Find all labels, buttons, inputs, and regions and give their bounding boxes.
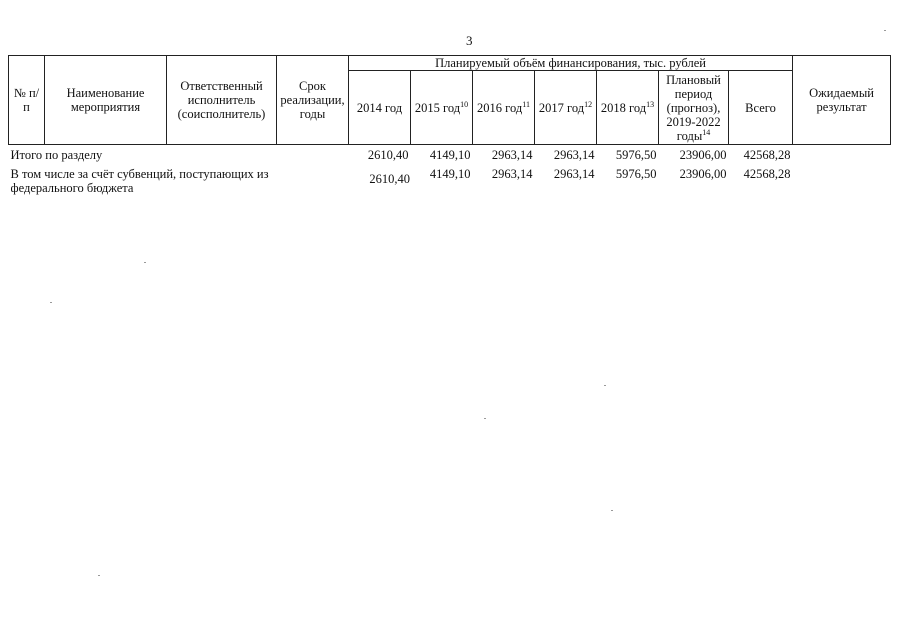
cell-value: 42568,28 — [743, 166, 791, 181]
cell-value: 23906,00 — [679, 148, 727, 162]
header-result: Ожидаемый результат — [793, 56, 891, 145]
cell-value: 5976,50 — [615, 166, 657, 181]
header-executor: Ответственный исполнитель (соисполнитель) — [167, 56, 277, 145]
header-total: Всего — [729, 71, 793, 145]
cell-value: 2963,14 — [491, 166, 533, 181]
scan-speck — [484, 418, 486, 419]
cell-value: 4149,10 — [429, 166, 471, 181]
cell-value: 2963,14 — [553, 166, 595, 181]
page-number: 3 — [466, 33, 473, 48]
cell-value: 4149,10 — [429, 148, 471, 162]
scan-speck — [611, 510, 613, 511]
header-name: Наименование мероприятия — [45, 56, 167, 145]
cell-value: 2963,14 — [553, 148, 595, 162]
header-plan-period: Плановый период (прогноз), 2019-2022 годы$^{14}$ — [659, 71, 729, 145]
scan-speck — [50, 302, 52, 303]
funding-table-wrapper — [8, 55, 874, 195]
header-year-2017: 2017 год$^{12}$ — [535, 71, 597, 145]
cell-value: 2610,40 — [367, 148, 409, 162]
scan-speck — [604, 385, 606, 386]
header-number: № п/п — [9, 56, 45, 145]
header-term: Срок реализации, годы — [277, 56, 349, 145]
header-year-2018: 2018 год$^{13}$ — [597, 71, 659, 145]
cell-value: 5976,50 — [615, 148, 657, 162]
header-funding-title: Планируемый объём финансирования, тыс. рублей — [349, 56, 793, 71]
row2-first-value: 2610,40 — [369, 172, 410, 186]
scan-speck — [144, 262, 146, 263]
funding-table — [8, 55, 891, 195]
cell-value: 42568,28 — [743, 148, 791, 162]
table-row — [9, 163, 891, 195]
cell-value: 23906,00 — [679, 166, 727, 181]
scan-speck — [884, 30, 886, 31]
table-row — [9, 145, 891, 163]
scan-speck — [98, 575, 100, 576]
row-label-text: В том числе за счёт субвенций, поступающих из федерального бюджета — [10, 166, 269, 195]
header-year-2015: 2015 год$^{10}$ — [411, 71, 473, 145]
cell-value: 2963,14 — [491, 148, 533, 162]
header-year-2014: 2014 год — [349, 71, 411, 145]
header-year-2016: 2016 год$^{11}$ — [473, 71, 535, 145]
row-label: Итого по разделу — [10, 148, 103, 162]
